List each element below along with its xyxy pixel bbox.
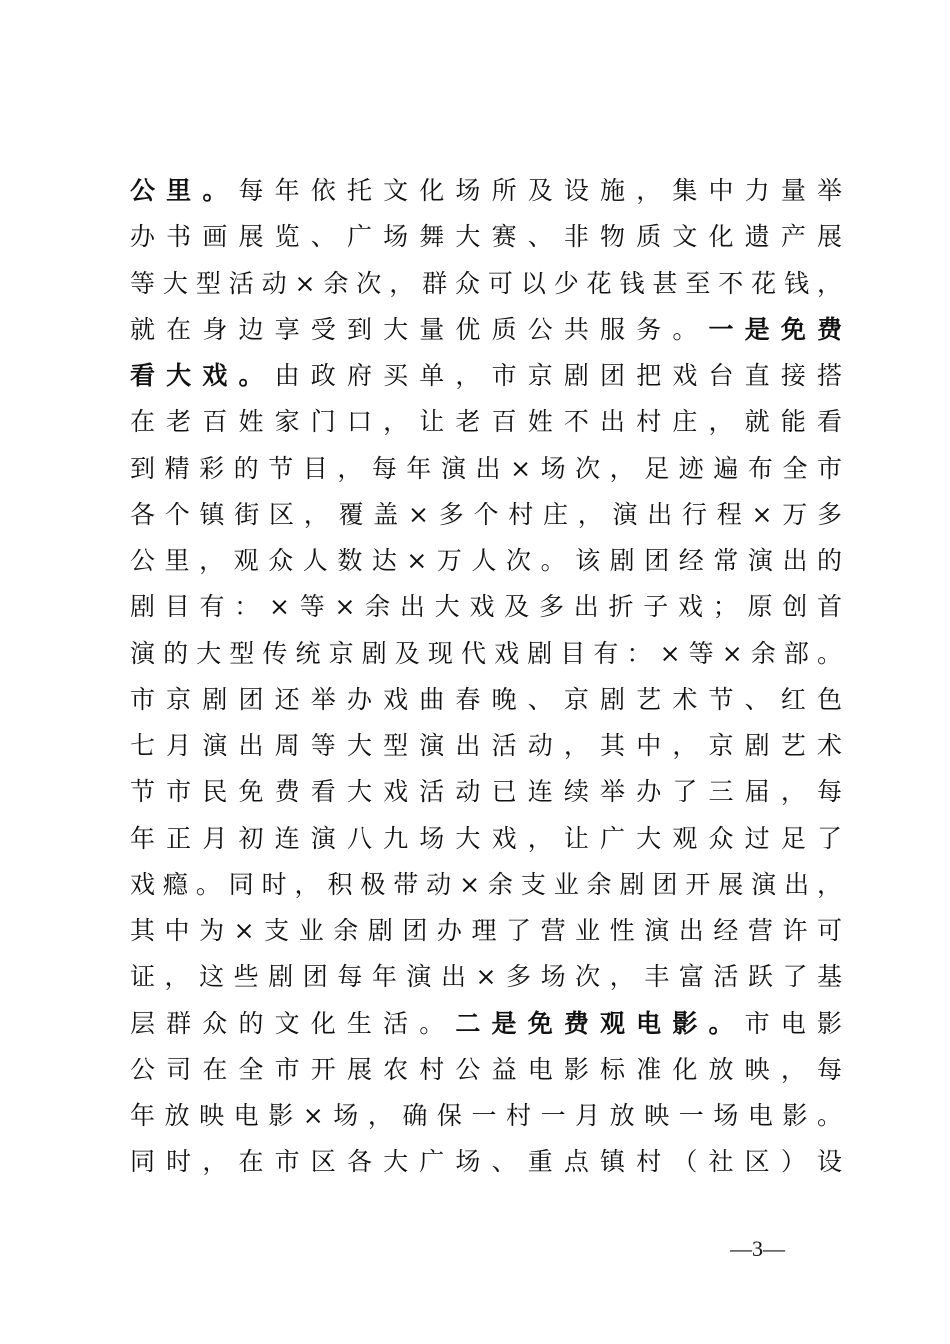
text-line-10 <box>130 584 842 630</box>
text-line-17 <box>130 908 842 954</box>
line-text: 市京剧团还举办戏曲春晚、京剧艺术节、红色 <box>130 684 842 714</box>
text-line-8 <box>130 492 842 538</box>
bold-phrase: 一是免费 <box>708 314 842 344</box>
line-text: 证，这些剧团每年演出×多场次，丰富活跃了基 <box>130 962 842 992</box>
text-line-5 <box>130 353 842 399</box>
line-text: 节市民免费看大戏活动已连续举办了三届，每 <box>130 777 842 807</box>
text-line-3 <box>130 261 842 307</box>
line-text: 演的大型传统京剧及现代戏剧目有：×等×余部。 <box>130 638 842 668</box>
line-text: 在老百姓家门口，让老百姓不出村庄，就能看 <box>130 407 842 437</box>
line-text: 年正月初连演八九场大戏，让广大观众过足了 <box>130 823 842 853</box>
line-text: 公司在全市开展农村公益电影标准化放映，每 <box>130 1054 842 1084</box>
line-text: 剧目有：×等×余出大戏及多出折子戏；原创首 <box>130 592 842 622</box>
line-text: 等大型活动×余次，群众可以少花钱甚至不花钱， <box>130 268 842 298</box>
line-text: 同时，在市区各大广场、重点镇村（社区）设 <box>130 1147 842 1177</box>
line-text-tail: 市电影 <box>744 1008 842 1038</box>
text-line-13 <box>130 723 842 769</box>
line-text: 就在身边享受到大量优质公共服务。 <box>130 314 709 344</box>
text-line-15 <box>130 816 842 862</box>
line-text: 由政府买单，市京剧团把戏台直接搭 <box>274 361 842 390</box>
line-text: 戏瘾。同时，积极带动×余支业余剧团开展演出， <box>130 869 842 899</box>
text-line-6 <box>130 399 842 445</box>
text-line-21 <box>130 1093 842 1139</box>
line-text: 层群众的文化生活。 <box>130 1008 456 1038</box>
text-line-16 <box>130 862 842 908</box>
line-text: 到精彩的节目，每年演出×场次，足迹遍布全市 <box>130 453 842 483</box>
text-line-4 <box>130 307 842 353</box>
text-line-11 <box>130 631 842 677</box>
page-number: —3— <box>730 1236 785 1261</box>
bold-phrase: 公里。 <box>130 176 239 205</box>
text-line-7 <box>130 446 842 492</box>
bold-phrase: 二是免费观电影。 <box>455 1008 745 1038</box>
document-body <box>130 168 842 1186</box>
text-line-12 <box>130 677 842 723</box>
line-text: 办书画展览、广场舞大赛、非物质文化遗产展 <box>130 222 842 252</box>
text-line-9 <box>130 538 842 584</box>
text-line-19 <box>130 1001 842 1047</box>
text-line-14 <box>130 769 842 815</box>
text-line-2 <box>130 214 842 260</box>
line-text: 年放映电影×场，确保一村一月放映一场电影。 <box>130 1101 842 1130</box>
line-text: 七月演出周等大型演出活动，其中，京剧艺术 <box>130 731 842 760</box>
bold-phrase: 看大戏。 <box>130 361 275 390</box>
line-text: 每年依托文化场所及设施，集中力量举 <box>238 176 842 205</box>
text-line-22 <box>130 1139 842 1185</box>
text-line-1 <box>130 168 842 214</box>
text-line-20 <box>130 1047 842 1093</box>
line-text: 其中为×支业余剧团办理了营业性演出经营许可 <box>130 916 842 945</box>
line-text: 公里，观众人数达×万人次。该剧团经常演出的 <box>130 546 842 575</box>
text-line-18 <box>130 954 842 1000</box>
line-text: 各个镇街区，覆盖×多个村庄，演出行程×万多 <box>130 499 842 529</box>
